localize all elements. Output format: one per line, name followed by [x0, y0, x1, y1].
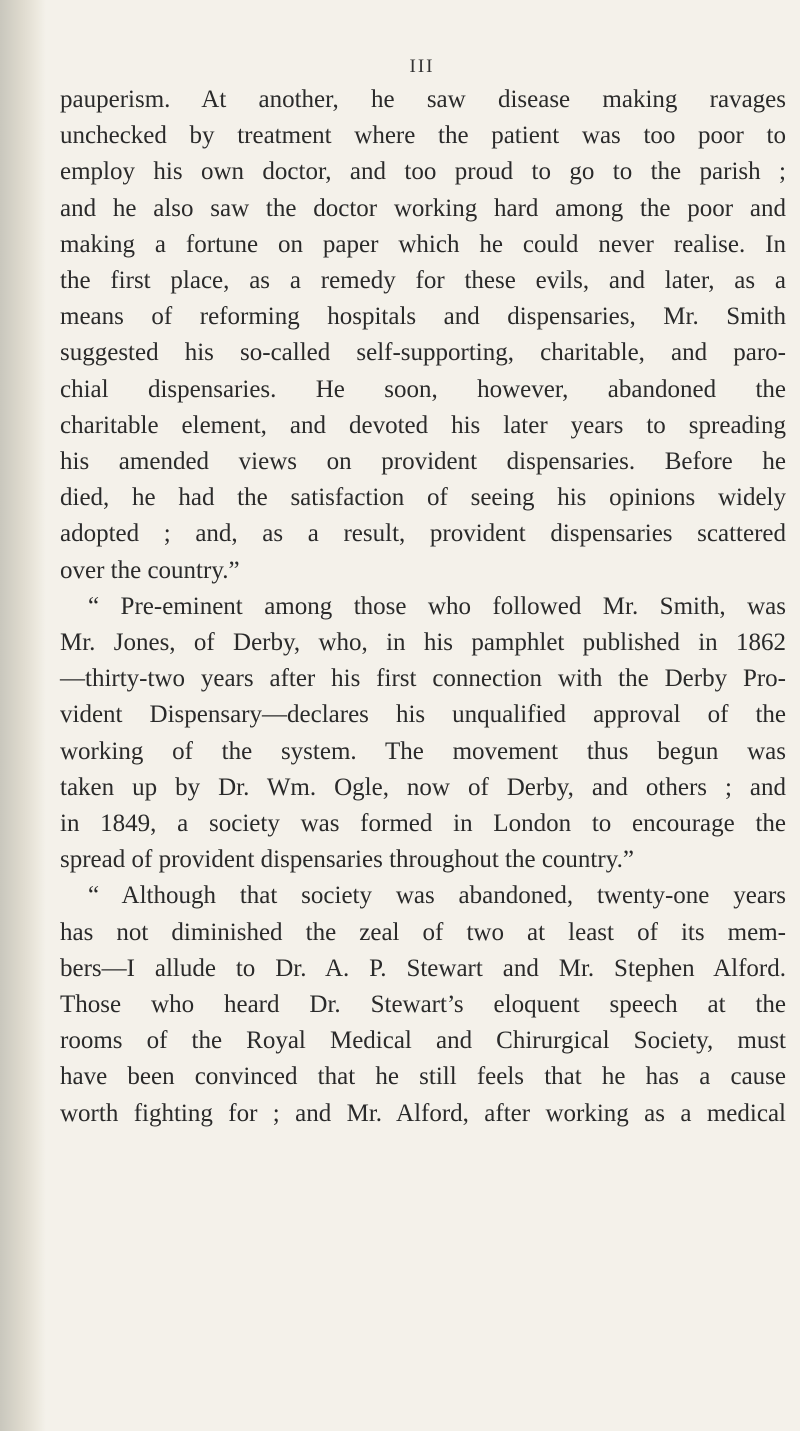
- page-gutter-shadow: [0, 0, 46, 1431]
- text-line: in 1849, a society was formed in London to encourage the: [60, 810, 786, 838]
- text-line: vident Dispensary—declares his unqualified approval of the: [60, 701, 786, 729]
- text-line: rooms of the Royal Medical and Chirurgical Society, must: [60, 1027, 786, 1055]
- text-line: Mr. Jones, of Derby, who, in his pamphlet published in 1862: [60, 629, 786, 657]
- text-line: pauperism. At another, he saw disease making ravages: [60, 86, 786, 113]
- text-line: taken up by Dr. Wm. Ogle, now of Derby, and others ; and: [60, 773, 786, 801]
- page-number: III: [409, 56, 435, 77]
- text-line: bers—I allude to Dr. A. P. Stewart and Mr. Stephen Alford.: [60, 954, 786, 982]
- text-line: worth fighting for ; and Mr. Alford, after working as a medical: [60, 1099, 786, 1127]
- text-line: charitable element, and devoted his later years to spreading: [60, 411, 786, 439]
- text-line: making a fortune on paper which he could never realise. In: [60, 230, 786, 258]
- text-line: died, he had the satisfaction of seeing his opinions widely: [60, 484, 786, 512]
- text-line: and he also saw the doctor working hard among the poor and: [60, 194, 786, 222]
- text-line: —thirty-two years after his first connection with the Derby Pro-: [60, 665, 786, 693]
- text-line: his amended views on provident dispensaries. Before he: [60, 448, 786, 476]
- text-line: employ his own doctor, and too proud to go to the parish ;: [60, 158, 786, 186]
- text-line: adopted ; and, as a result, provident dispensaries scattered: [60, 520, 786, 548]
- text-line: unchecked by treatment where the patient was too poor to: [60, 122, 786, 150]
- text-line: over the country.”: [60, 556, 240, 584]
- text-line: have been convinced that he still feels that he has a cause: [60, 1063, 786, 1091]
- text-line: chial dispensaries. He soon, however, abandoned the: [60, 375, 786, 403]
- text-line: means of reforming hospitals and dispensaries, Mr. Smith: [60, 303, 786, 331]
- text-line: the first place, as a remedy for these evils, and later, as a: [60, 267, 786, 295]
- text-line: Those who heard Dr. Stewart’s eloquent speech at the: [60, 991, 786, 1019]
- text-line: “ Pre-eminent among those who followed Mr. Smith, was: [88, 592, 786, 620]
- text-line: “ Although that society was abandoned, twenty-one years: [88, 882, 786, 910]
- text-line: suggested his so-called self-supporting, charitable, and paro-: [60, 339, 786, 367]
- text-line: has not diminished the zeal of two at least of its mem-: [60, 918, 786, 946]
- text-line: working of the system. The movement thus begun was: [60, 737, 786, 765]
- body-text: [60, 82, 786, 1132]
- text-line: spread of provident dispensaries throughout the country.”: [60, 846, 634, 874]
